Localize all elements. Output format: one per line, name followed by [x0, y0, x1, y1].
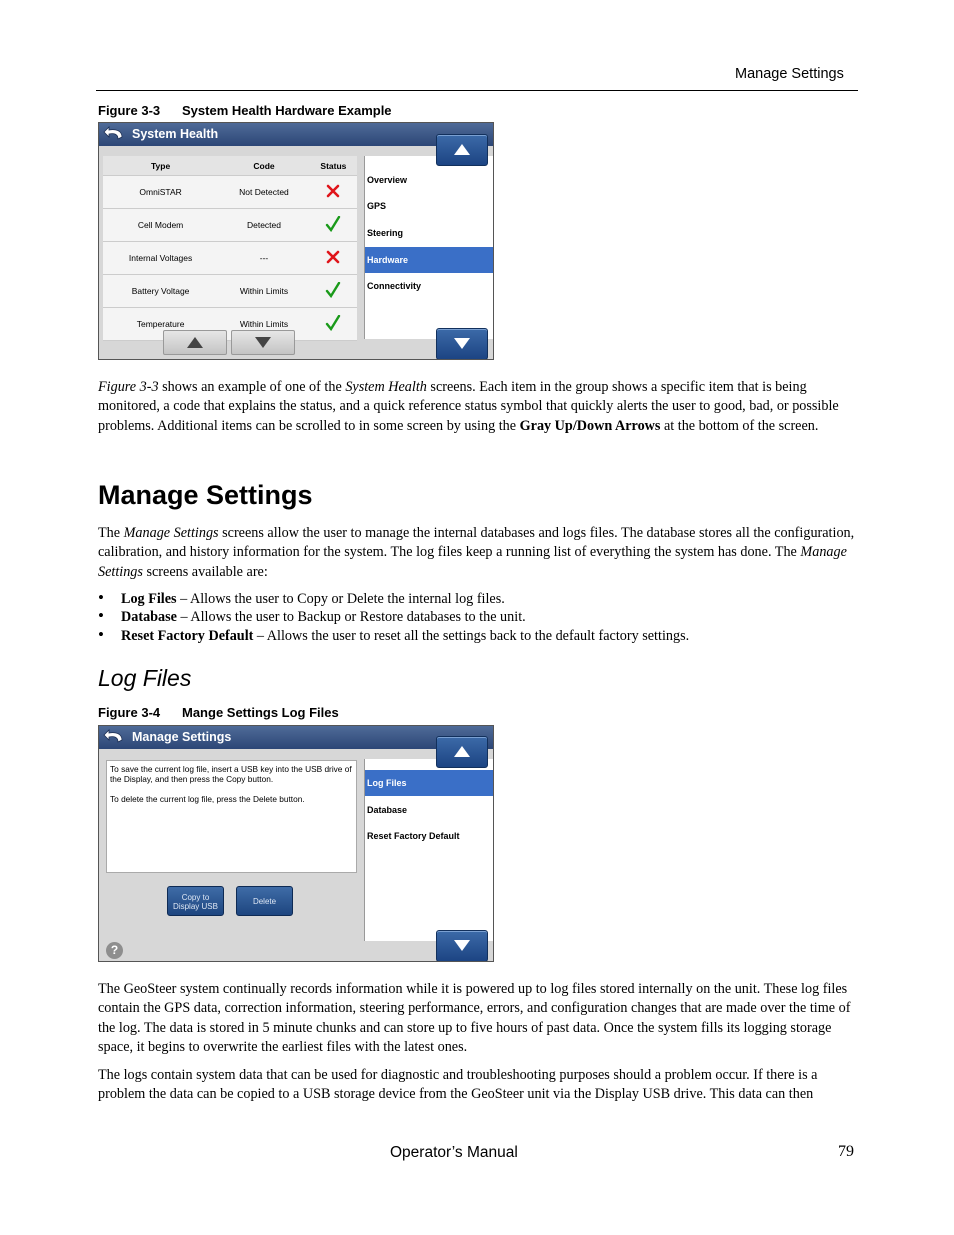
- column-header-type: Type: [103, 156, 218, 176]
- x-mark-icon: [325, 249, 341, 265]
- section-intro-paragraph: [98, 524, 858, 582]
- help-glyph: ?: [110, 943, 119, 957]
- bullet-item: [98, 625, 690, 646]
- footer-manual-title: Operator’s Manual: [390, 1144, 518, 1161]
- menu-item-connectivity[interactable]: Connectivity: [367, 281, 422, 291]
- bullet-icon: •: [98, 588, 104, 607]
- cell-code: Within Limits: [218, 275, 310, 308]
- figure-title: System Health Hardware Example: [182, 103, 392, 118]
- scroll-down-button[interactable]: [231, 330, 295, 355]
- bullet-description: – Allows the user to Copy or Delete the internal log files.: [176, 591, 505, 607]
- bullet-item: [98, 588, 505, 609]
- figure-title: Mange Settings Log Files: [182, 705, 339, 720]
- emphasis-text: Manage Settings: [98, 544, 847, 580]
- figure-number: Figure 3-3: [98, 103, 161, 118]
- menu-item-reset-factory-default[interactable]: Reset Factory Default: [367, 831, 460, 841]
- instruction-text: To save the current log file, insert a USB key into the USB drive of the Display, and then press the Copy button.: [110, 764, 352, 784]
- side-menu: [364, 759, 493, 941]
- cell-type: Cell Modem: [103, 209, 218, 242]
- bullet-description: – Allows the user to Backup or Restore databases to the unit.: [176, 609, 526, 625]
- triangle-up-icon: [187, 337, 203, 348]
- menu-item-steering[interactable]: Steering: [367, 228, 404, 238]
- menu-item-database[interactable]: Database: [367, 805, 408, 815]
- manage-settings-screen: [98, 725, 494, 962]
- menu-down-button[interactable]: [436, 328, 488, 360]
- body-paragraph: The logs contain system data that can be used for diagnostic and troubleshooting purposes should a problem occur. If there is a problem the data can be copied to a USB storage device from the GeoSteer unit via the Display USB drive. This data can then: [98, 1067, 818, 1103]
- screen-title: System Health: [132, 127, 219, 141]
- column-header-code: Code: [218, 156, 310, 176]
- title-bar: [99, 123, 493, 146]
- figure-description-paragraph: [98, 378, 858, 436]
- health-table-row: [103, 209, 357, 242]
- screen-title: Manage Settings: [132, 730, 232, 744]
- cell-type: OmniSTAR: [103, 176, 218, 209]
- instructions-box: [106, 760, 357, 873]
- bold-text: Gray Up/Down Arrows: [519, 417, 661, 434]
- cell-type: Internal Voltages: [103, 242, 218, 275]
- paragraph-text: screens available are:: [142, 563, 268, 580]
- health-table-row: [103, 275, 357, 308]
- figure-caption: [98, 705, 339, 720]
- body-paragraph: The GeoSteer system continually records information while it is powered up to log files stored internally on the unit. These log files contain the GPS data, correction information, steering performance, errors, and configuration changes that are made over the time of the log. The data is stored in 5 minute chunks and can store up to five hours of past data. Once the system fills its logging storage space, it begins to overwrite the earliest files with the latest ones.: [98, 981, 851, 1055]
- cell-type: Battery Voltage: [103, 275, 218, 308]
- bullet-description: – Allows the user to reset all the settings back to the default factory settings.: [253, 628, 690, 644]
- bullet-icon: •: [98, 606, 104, 625]
- figure-number: Figure 3-4: [98, 705, 161, 720]
- bullet-term: Database: [121, 609, 177, 625]
- cell-code: Not Detected: [218, 176, 310, 209]
- column-header-status: Status: [310, 156, 357, 176]
- menu-item-gps[interactable]: GPS: [367, 201, 387, 211]
- cell-status: [310, 209, 357, 242]
- menu-item-log-files[interactable]: Log Files: [365, 770, 494, 796]
- bullet-icon: •: [98, 625, 104, 644]
- checkmark-icon: [325, 216, 341, 232]
- checkmark-icon: [325, 315, 341, 331]
- menu-down-button[interactable]: [436, 930, 488, 962]
- cell-status: [310, 308, 357, 341]
- section-heading: Manage Settings: [98, 480, 313, 510]
- menu-up-button[interactable]: [436, 736, 488, 768]
- arrow-down-icon: [454, 338, 470, 349]
- figure-reference: Figure 3-3: [98, 379, 159, 395]
- system-health-screen: [98, 122, 494, 360]
- page-number: 79: [838, 1143, 854, 1160]
- back-icon[interactable]: [103, 729, 125, 745]
- cell-code: Detected: [218, 209, 310, 242]
- cell-code: Within Limits: [218, 308, 310, 341]
- instruction-text: To delete the current log file, press the Delete button.: [110, 793, 305, 804]
- bullet-item: [98, 606, 526, 627]
- paragraph-text: screens. Each item in the group shows a specific item that is being monitored, a code that explains the status, and a quick reference status symbol that quickly alerts the user to good, bad, or possible problems. Additional items can be scrolled to in some screen by using the: [98, 379, 839, 434]
- back-icon[interactable]: [103, 126, 125, 142]
- title-bar: [99, 726, 493, 749]
- menu-item-hardware[interactable]: Hardware: [365, 247, 494, 273]
- x-mark-icon: [325, 183, 341, 199]
- help-icon[interactable]: [106, 942, 123, 959]
- arrow-up-icon: [454, 746, 470, 757]
- paragraph-text: at the bottom of the screen.: [660, 417, 819, 434]
- delete-button[interactable]: Delete: [236, 886, 293, 916]
- health-table: [103, 156, 357, 341]
- health-table-panel: [103, 156, 357, 329]
- arrow-down-icon: [454, 940, 470, 951]
- bullet-term: Log Files: [121, 591, 177, 607]
- health-table-row: [103, 308, 357, 341]
- emphasis-text: Manage Settings: [123, 525, 219, 541]
- paragraph-text: shows an example of one of the: [158, 379, 346, 395]
- paragraph-text: The: [98, 525, 124, 541]
- paragraph-text: screens allow the user to manage the internal databases and logs files. The database stores all the configuration, calibration, and history information for the system. The log files keep a running list of everything the system has done. The: [98, 525, 855, 561]
- cell-status: [310, 275, 357, 308]
- cell-type: Temperature: [103, 308, 218, 341]
- triangle-down-icon: [255, 337, 271, 348]
- header-rule: [96, 90, 858, 91]
- copy-to-usb-button[interactable]: Copy to Display USB: [167, 886, 224, 916]
- cell-code: ---: [218, 242, 310, 275]
- health-table-row: [103, 242, 357, 275]
- side-menu: [364, 156, 493, 339]
- scroll-up-button[interactable]: [163, 330, 227, 355]
- health-table-row: [103, 176, 357, 209]
- arrow-up-icon: [454, 144, 470, 155]
- subsection-heading: Log Files: [98, 665, 192, 691]
- menu-up-button[interactable]: [436, 134, 488, 166]
- cell-status: [310, 176, 357, 209]
- bullet-term: Reset Factory Default: [121, 628, 254, 644]
- emphasis-text: System Health: [345, 379, 427, 395]
- figure-caption: [98, 103, 392, 118]
- running-header: Manage Settings: [735, 66, 844, 82]
- cell-status: [310, 242, 357, 275]
- checkmark-icon: [325, 282, 341, 298]
- menu-item-overview[interactable]: Overview: [367, 175, 408, 185]
